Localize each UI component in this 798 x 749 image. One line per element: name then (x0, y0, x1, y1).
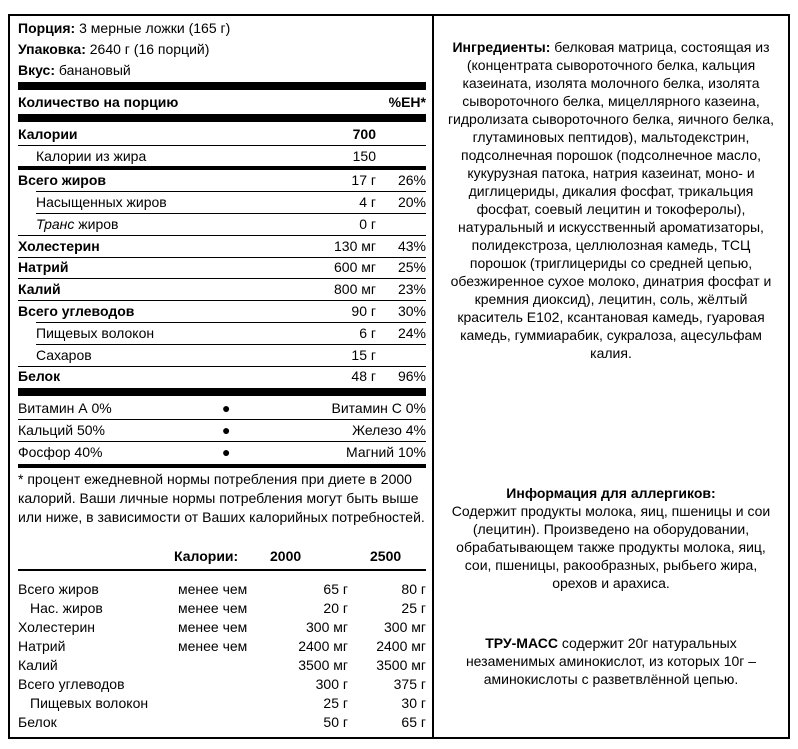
nutrient-row-fiber (18, 323, 426, 343)
nutrient-name-rest: жиров (74, 216, 119, 232)
reference-row (18, 713, 426, 732)
reference-value-2000: 2400 мг (298, 638, 348, 654)
nutrient-pct: 43% (397, 238, 426, 254)
reference-name: Нас. жиров (30, 600, 103, 616)
reference-name: Калий (18, 657, 58, 673)
nutrient-amount: 17 г (351, 172, 376, 188)
bullet-icon: ● (222, 422, 231, 438)
ingredients-label: Ингредиенты: (452, 39, 551, 55)
allergy-text: Содержит продукты молока, яиц, пшеницы и сои (лецитин). Произведено на оборудовании, обрабатывающем также продукты молока, яиц, сои, пшеницы, ракообразных, рыбьего жира, орехов и арахиса. (451, 503, 771, 591)
nutrient-row-calories-from-fat (18, 146, 426, 166)
nutrient-row-sodium (18, 257, 426, 277)
serving-label: Порция: (18, 20, 76, 36)
nutrient-row-saturated-fat (18, 192, 426, 212)
reference-value-2500: 30 г (401, 695, 426, 711)
amount-per-serving-label: Количество на порцию (18, 94, 179, 110)
reference-condition: менее чем (178, 638, 248, 654)
reference-value-2000: 20 г (323, 600, 348, 616)
nutrient-name: Транс (36, 216, 75, 232)
reference-row (18, 580, 426, 599)
nutrient-row-sugars (18, 345, 426, 365)
divider-thick (18, 388, 426, 396)
amino-text: содержит 20г натуральных незаменимых аминокислот, из которых 10г – аминокислоты с разветвлённой цепью. (465, 635, 757, 687)
reference-value-2500: 80 г (401, 581, 426, 597)
row-divider (18, 569, 426, 571)
flavor-label: Вкус: (18, 62, 56, 78)
vitamin-row (18, 442, 426, 462)
reference-condition: менее чем (178, 619, 248, 635)
vitamin-right: Железо 4% (352, 422, 426, 438)
serving-value: 3 мерные ложки (165 г) (75, 20, 231, 36)
divider-medium (18, 464, 426, 468)
nutrient-row-total-fat (18, 170, 426, 190)
nutrient-name: Холестерин (18, 238, 100, 254)
daily-value-footnote: * процент ежедневной нормы потребления при диете в 2000 калорий. Ваши личные нормы потребления могут быть выше или ниже, в зависимости от Ваших калорийных потребностей. (18, 471, 425, 525)
vitamin-left: Кальций 50% (18, 422, 105, 438)
reference-name: Всего углеводов (18, 676, 125, 692)
vitamin-left: Фосфор 40% (18, 444, 103, 460)
reference-name: Всего жиров (18, 581, 99, 597)
nutrient-name: Сахаров (36, 347, 92, 363)
nutrient-amount: 15 г (351, 347, 376, 363)
nutrient-pct: 20% (397, 194, 426, 210)
nutrient-pct: 26% (397, 172, 426, 188)
reference-row (18, 656, 426, 675)
nutrient-name: Белок (18, 368, 61, 384)
reference-name: Холестерин (18, 619, 95, 635)
package-line (18, 39, 426, 59)
reference-name: Пищевых волокон (30, 695, 149, 711)
nutrient-amount: 0 г (359, 216, 376, 232)
calories-label: Калории: (174, 548, 239, 564)
vitamin-right: Магний 10% (346, 444, 426, 460)
nutrient-pct: 24% (397, 325, 426, 341)
allergy-block (446, 484, 776, 592)
ingredients-block (446, 38, 776, 362)
nutrient-name: Всего углеводов (18, 303, 135, 319)
reference-value-2500: 25 г (401, 600, 426, 616)
nutrient-amount: 800 мг (334, 281, 376, 297)
reference-value-2500: 2400 мг (376, 638, 426, 654)
flavor-value: банановый (55, 62, 131, 78)
serving-size-line (18, 18, 426, 38)
vitamin-row (18, 398, 426, 418)
reference-value-2000: 25 г (323, 695, 348, 711)
nutrient-row-calories (18, 124, 426, 144)
nutrient-pct: 30% (397, 303, 426, 319)
nutrient-pct: 96% (397, 368, 426, 384)
nutrient-amount: 600 мг (334, 259, 376, 275)
allergy-title: Информация для аллергиков: (506, 485, 716, 501)
daily-value-header: %ЕН* (388, 94, 426, 110)
reference-value-2000: 300 мг (306, 619, 348, 635)
bullet-icon: ● (222, 444, 231, 460)
nutrient-row-protein (18, 366, 426, 386)
nutrient-amount: 150 (352, 148, 376, 164)
divider-thick (18, 82, 426, 90)
nutrient-amount: 48 г (351, 368, 376, 384)
nutrition-label-frame (8, 14, 790, 739)
nutrient-row-total-carbs (18, 301, 426, 321)
reference-row (18, 618, 426, 637)
reference-header (174, 547, 424, 565)
nutrient-amount: 700 (352, 126, 376, 142)
nutrient-amount: 6 г (359, 325, 376, 341)
package-value: 2640 г (16 порций) (85, 41, 210, 57)
reference-row (18, 675, 426, 694)
nutrient-amount: 4 г (359, 194, 376, 210)
nutrient-amount: 130 мг (334, 238, 376, 254)
reference-value-2500: 3500 мг (376, 657, 426, 673)
nutrient-row-cholesterol (18, 236, 426, 256)
vitamin-row (18, 420, 426, 440)
nutrient-pct: 23% (397, 281, 426, 297)
reference-name: Белок (18, 714, 57, 730)
vitamin-left: Витамин А 0% (18, 400, 112, 416)
reference-row (18, 637, 426, 656)
reference-value-2000: 50 г (323, 714, 348, 730)
reference-row (18, 599, 426, 618)
reference-value-2000: 3500 мг (298, 657, 348, 673)
nutrient-name: Всего жиров (18, 172, 107, 188)
reference-value-2500: 375 г (393, 676, 426, 692)
reference-condition: менее чем (178, 600, 248, 616)
reference-name: Натрий (18, 638, 66, 654)
nutrient-pct: 25% (397, 259, 426, 275)
divider-thick (18, 114, 426, 122)
nutrient-row-trans-fat (18, 214, 426, 234)
reference-col-2000: 2000 (270, 548, 302, 564)
reference-value-2000: 300 г (315, 676, 348, 692)
nutrient-row-potassium (18, 279, 426, 299)
amino-block (446, 634, 776, 688)
nutrient-name: Калий (18, 281, 61, 297)
reference-value-2500: 300 мг (384, 619, 426, 635)
reference-condition: менее чем (178, 581, 248, 597)
flavor-line (18, 60, 426, 80)
nutrient-name: Калории (18, 126, 78, 142)
reference-row (18, 694, 426, 713)
nutrient-amount: 90 г (351, 303, 376, 319)
nutrient-name: Натрий (18, 259, 69, 275)
nutrient-name: Пищевых волокон (36, 325, 155, 341)
package-label: Упаковка: (18, 41, 86, 57)
brand-name: ТРУ-МАСС (485, 635, 558, 651)
nutrition-facts-panel (10, 16, 434, 737)
nutrient-name: Калории из жира (36, 148, 147, 164)
bullet-icon: ● (222, 400, 231, 416)
amount-header (18, 92, 426, 112)
reference-value-2000: 65 г (323, 581, 348, 597)
ingredients-text: белковая матрица, состоящая из (концентрата сывороточного белка, кальция казеината, изолята молочного белка, изолята сывороточного белка, мицеллярного казеина, гидролизата сывороточного белка, яичного белка, глутаминовых пептидов), мальтодекстрин, подсолнечная порошок (подсолнечное масло, кукурузная патока, натрия казеинат, моно- и диглицериды, дикалия фосфат, трикальция фосфат, соевый лецитин и токоферолы), натуральный и искусственный ароматизаторы, полидекстроза, целлюлозная камедь, ТСЦ порошок (триглицериды со средней цепью, обезжиренное сухое молоко, динатрия фосфат и кремния диоксид), лецитин, соль, жёлтый краситель Е102, ксантановая камедь, гуаровая камедь, гуммиарабик, сукралоза, ацесульфам калия. (447, 39, 775, 361)
reference-value-2500: 65 г (401, 714, 426, 730)
vitamin-right: Витамин С 0% (331, 400, 426, 416)
nutrient-name: Насыщенных жиров (36, 194, 167, 210)
reference-col-2500: 2500 (370, 548, 402, 564)
ingredients-panel (434, 16, 788, 737)
